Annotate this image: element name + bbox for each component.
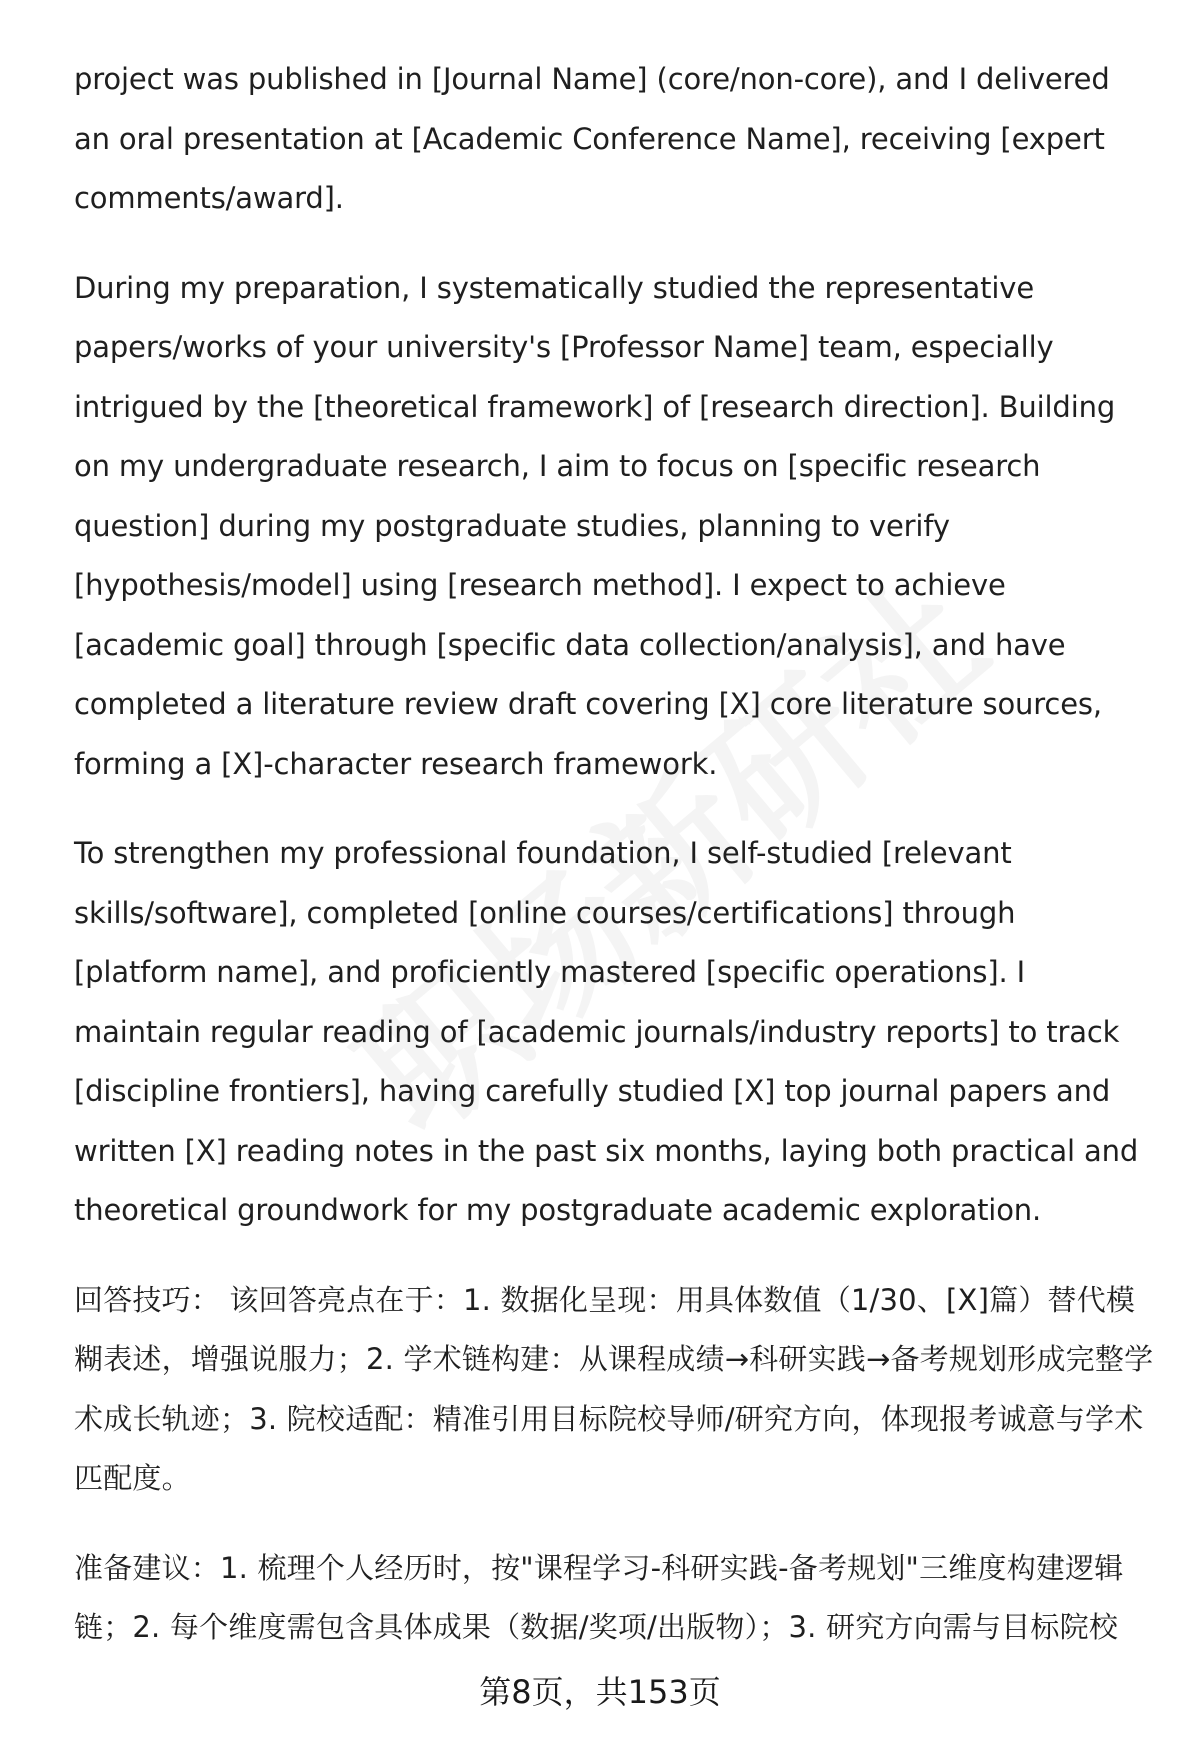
paragraph-professional-foundation: To strengthen my professional foundation, I self-studied [relevant skills/software], completed [online courses/certifications] through [platform name], and proficiently mastered [specific operations]. I maintain regular reading of [academic journals/industry reports] to track [discipline frontiers], having carefully studied [X] top journal papers and written [X] reading notes in the past six months, laying both practical and theoretical groundwork for my postgraduate academic exploration. (74, 836, 1139, 1227)
paragraph-answer-tips: 回答技巧： 该回答亮点在于：1. 数据化呈现：用具体数值（1/30、[X]篇）替代模糊表述，增强说服力；2. 学术链构建：从课程成绩→科研实践→备考规划形成完整学术成长轨迹；3. 院校适配：精准引用目标院校导师/研究方向，体现报考诚意与学术匹配度。 (74, 1282, 1154, 1495)
paragraph-publication: project was published in [Journal Name] (core/non-core), and I delivered an oral presentation at [Academic Conference Name], receiving [expert comments/award]. (74, 62, 1110, 215)
page-content (74, 50, 1154, 1688)
page-number-footer: 第8页，共153页 (479, 1673, 721, 1711)
paragraph-preparation-advice: 准备建议：1. 梳理个人经历时，按"课程学习-科研实践-备考规划"三维度构建逻辑链；2. 每个维度需包含具体成果（数据/奖项/出版物）；3. 研究方向需与目标院校 (74, 1550, 1124, 1644)
paragraph-preparation: During my preparation, I systematically studied the representative papers/works of your university's [Professor Name] team, especially intrigued by the [theoretical framework] of [research direction]. Building on my undergraduate research, I aim to focus on [specific research question] during my postgraduate studies, planning to verify [hypothesis/model] using [research method]. I expect to achieve [academic goal] through [specific data collection/analysis], and have completed a literature review draft covering [X] core literature sources, forming a [X]-character research framework. (74, 270, 1116, 781)
